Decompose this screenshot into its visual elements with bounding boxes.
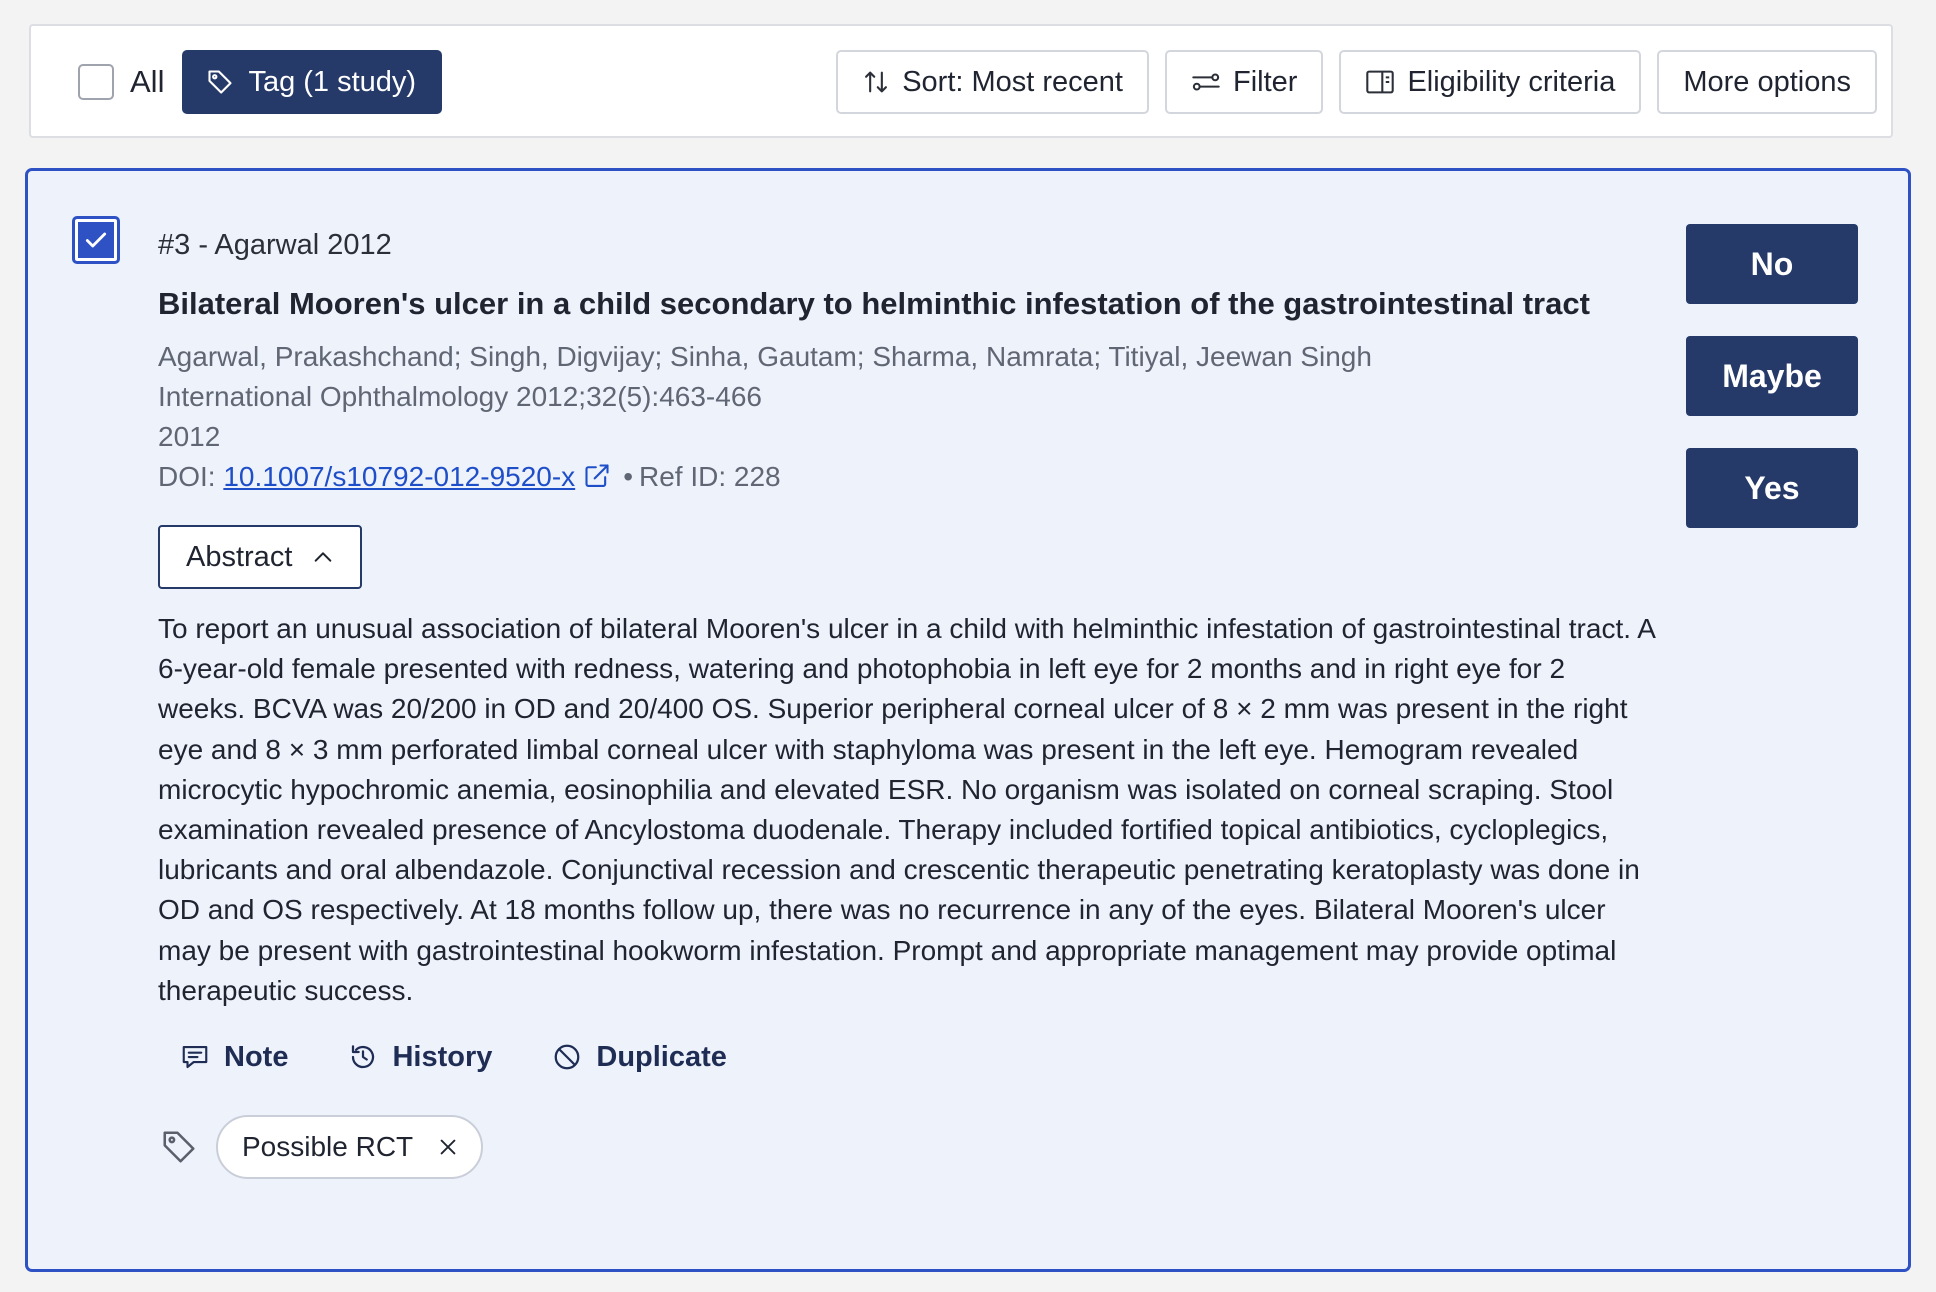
study-tags — [158, 1115, 1678, 1179]
filter-button-label: Filter — [1233, 65, 1298, 98]
decision-no-button[interactable]: No — [1686, 224, 1858, 304]
toolbar — [29, 24, 1893, 138]
note-button[interactable] — [180, 1041, 288, 1074]
toolbar-left — [78, 50, 442, 114]
study-actions — [158, 1037, 1678, 1077]
separator-dot: • — [623, 461, 633, 492]
duplicate-label: Duplicate — [596, 1040, 727, 1073]
sort-button-label: Sort: Most recent — [902, 65, 1123, 98]
select-all-checkbox[interactable] — [78, 64, 114, 100]
decision-maybe-button[interactable]: Maybe — [1686, 336, 1858, 416]
remove-tag-button[interactable] — [437, 1136, 459, 1158]
history-icon — [348, 1042, 378, 1072]
close-icon — [437, 1136, 459, 1158]
tag-button[interactable] — [182, 50, 442, 114]
select-all-label[interactable]: All — [130, 64, 165, 99]
study-reference: #3 - Agarwal 2012 — [158, 229, 392, 261]
doi-label: DOI: — [158, 461, 216, 492]
abstract-text: To report an unusual association of bilateral Mooren's ulcer in a child with helminthic infestation of gastrointestinal tract. A 6-year-old female presented with redness, watering and photophobia in left eye for 2 months and in right eye for 2 weeks. BCVA was 20/200 in OD and 20/400 OS. Superior peripheral corneal ulcer of 8 × 2 mm was present in the right eye and 8 × 3 mm perforated limbal corneal ulcer with staphyloma was present in the left eye. Hemogram revealed microcytic hypochromic anemia, eosinophilia and elevated ESR. No organism was isolated on corneal scraping. Stool examination revealed presence of Ancylostoma duodenale. Therapy included fortified topical antibiotics, cycloplegics, lubricants and oral albendazole. Conjunctival recession and crescentic therapeutic penetrating keratoplasty was done in OD and OS respectively. At 18 months follow up, there was no recurrence in any of the eyes. Bilateral Mooren's ulcer may be present with gastrointestinal hookworm infestation. Prompt and appropriate management may provide optimal therapeutic success. — [158, 613, 1655, 1006]
abstract-toggle-label: Abstract — [186, 540, 293, 573]
ref-id: Ref ID: 228 — [639, 461, 781, 492]
external-link-icon[interactable] — [583, 462, 611, 490]
ban-icon — [552, 1042, 582, 1072]
study-year: 2012 — [158, 421, 221, 452]
decision-yes-button[interactable]: Yes — [1686, 448, 1858, 528]
chevron-up-icon — [312, 546, 334, 568]
tag-icon — [206, 68, 234, 96]
screening-decisions — [1686, 224, 1858, 528]
study-journal: International Ophthalmology 2012;32(5):463-466 — [158, 381, 762, 412]
sort-icon — [862, 68, 890, 96]
sort-button[interactable] — [836, 50, 1149, 114]
abstract-toggle-button[interactable] — [158, 525, 362, 589]
study-title: Bilateral Mooren's ulcer in a child secondary to helminthic infestation of the gastrointestinal tract — [158, 286, 1590, 321]
filter-button[interactable] — [1165, 50, 1323, 114]
eligibility-criteria-label: Eligibility criteria — [1407, 65, 1616, 98]
tag-chip-label: Possible RCT — [242, 1131, 414, 1163]
history-label: History — [392, 1040, 493, 1073]
note-label: Note — [224, 1040, 289, 1073]
more-options-label: More options — [1683, 65, 1851, 98]
tag-chip — [216, 1115, 483, 1179]
toolbar-right — [836, 50, 1877, 114]
study-select-checkbox[interactable] — [72, 216, 120, 264]
tag-button-label: Tag (1 study) — [248, 65, 417, 98]
sliders-icon — [1191, 68, 1221, 96]
study-authors: Agarwal, Prakashchand; Singh, Digvijay; Sinha, Gautam; Sharma, Namrata; Titiyal, Jeewan Singh — [158, 341, 1372, 372]
study-content — [158, 225, 1678, 1179]
tag-icon — [160, 1128, 198, 1166]
study-card — [25, 168, 1911, 1272]
eligibility-criteria-button[interactable] — [1339, 50, 1641, 114]
check-icon — [83, 227, 109, 253]
study-identifiers — [158, 457, 1678, 497]
comment-icon — [180, 1042, 210, 1072]
side-panel-icon — [1365, 68, 1395, 96]
duplicate-button[interactable] — [552, 1041, 727, 1074]
study-metadata — [158, 337, 1678, 497]
doi-link[interactable]: 10.1007/s10792-012-9520-x — [223, 461, 576, 492]
history-button[interactable] — [348, 1041, 492, 1074]
more-options-button[interactable] — [1657, 50, 1877, 114]
